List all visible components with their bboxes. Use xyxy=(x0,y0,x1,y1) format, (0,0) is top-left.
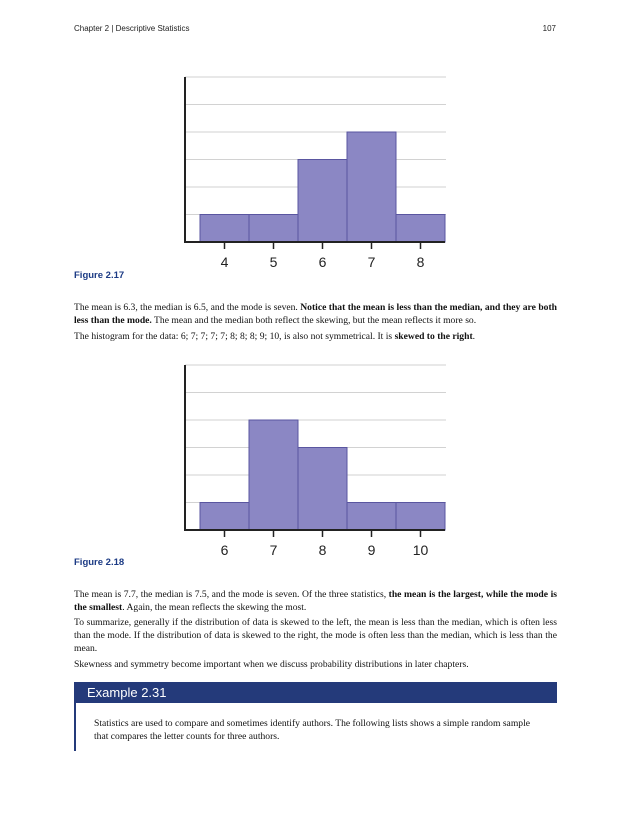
x-tick-label: 7 xyxy=(269,542,278,558)
paragraph-right-skew: The histogram for the data: 6; 7; 7; 7; 7; 8; 8; 8; 9; 10, is also not symmetrical. It is skewed to the right. xyxy=(74,331,476,342)
paragraph-mean-median-mode-2: The mean is 7.7, the median is 7.5, and the mode is seven. Of the three statistics, the mean is the largest, while the mode is the smallest. Again, the mean reflects the skewing the most. xyxy=(74,589,557,613)
paragraph-skewness: Skewness and symmetry become important when we discuss probability distributions in later chapters. xyxy=(74,659,469,670)
x-tick-label: 7 xyxy=(367,254,376,270)
x-tick-label: 4 xyxy=(220,254,229,270)
histogram-2-17-svg xyxy=(150,72,460,272)
histogram-bar-7 xyxy=(249,420,298,530)
figure-2-18-caption: Figure 2.18 xyxy=(74,557,125,568)
x-tick-label: 10 xyxy=(412,542,429,558)
x-tick-label: 6 xyxy=(220,542,229,558)
example-header xyxy=(74,682,557,703)
paragraph-summary: To summarize, generally if the distribution of data is skewed to the left, the mean is less than the median, which is often less than the mode. If the distribution of data is skewed to the right, the mode is often less than the median, which is less than the mean. xyxy=(74,617,557,654)
example-left-rule xyxy=(74,703,76,751)
histogram-figure-2-17 xyxy=(150,72,460,272)
histogram-bar-7 xyxy=(347,132,396,242)
x-tick-label: 5 xyxy=(269,254,278,270)
histogram-bar-8 xyxy=(396,215,445,243)
histogram-bar-10 xyxy=(396,503,445,531)
x-tick-label: 6 xyxy=(318,254,327,270)
x-tick-label: 9 xyxy=(367,542,376,558)
histogram-bar-4 xyxy=(200,215,249,243)
x-tick-label: 8 xyxy=(416,254,425,270)
chapter-title: Chapter 2 | Descriptive Statistics xyxy=(74,24,190,33)
histogram-bar-9 xyxy=(347,503,396,531)
page-header xyxy=(74,24,556,36)
page-number: 107 xyxy=(542,24,556,33)
histogram-bar-6 xyxy=(200,503,249,531)
histogram-bar-8 xyxy=(298,448,347,531)
histogram-2-18-svg xyxy=(150,360,460,560)
histogram-bar-6 xyxy=(298,160,347,243)
paragraph-mean-median-mode-1: The mean is 6.3, the median is 6.5, and the mode is seven. Notice that the mean is less than the median, and they are both less than the mode. The mean and the median both reflect the skewing, but the mean reflects it more so. xyxy=(74,302,557,326)
x-tick-label: 8 xyxy=(318,542,327,558)
example-title: Example 2.31 xyxy=(87,685,167,700)
figure-2-17-caption: Figure 2.17 xyxy=(74,270,125,281)
histogram-bar-5 xyxy=(249,215,298,243)
histogram-figure-2-18 xyxy=(150,360,460,560)
example-body: Statistics are used to compare and sometimes identify authors. The following lists shows a simple random sample that compares the letter counts for three authors. xyxy=(94,718,530,742)
